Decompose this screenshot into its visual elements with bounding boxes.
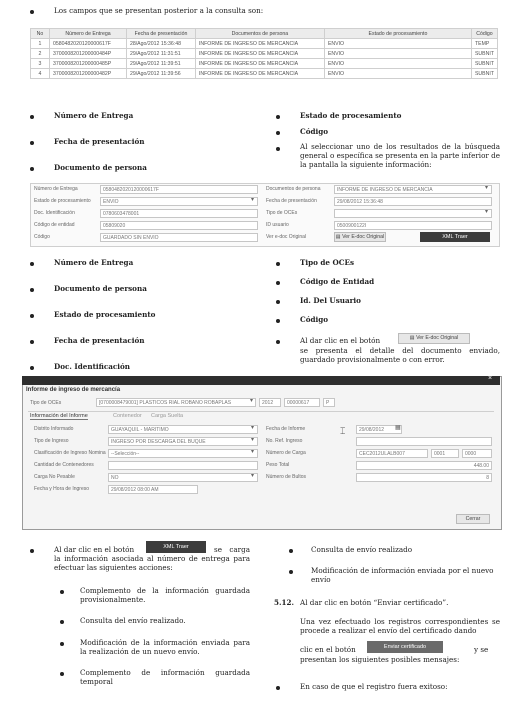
list-item: Id. Del Usuario (300, 296, 361, 305)
cell: SUBNIT (471, 49, 497, 59)
bullet (30, 167, 34, 171)
cell: SUBNIT (471, 69, 497, 79)
field-label: Fecha de presentación (266, 198, 317, 204)
cursor-icon: ⌶ (340, 426, 346, 436)
paragraph: presentan los siguientes posibles mensajes: (300, 655, 460, 664)
field-label: No. Ref. Ingreso (266, 438, 303, 444)
bullet (30, 10, 34, 14)
clasificacion-select[interactable]: --Selección-- (108, 449, 258, 458)
chevron-down-icon: ▾ (485, 209, 489, 215)
field-label: Fecha de Informe (266, 426, 306, 432)
field-label: Carga No Pesable (34, 474, 75, 480)
list-item: Modificación de información enviada por el nuevo envío (311, 566, 494, 584)
enviar-certificado-button[interactable]: Enviar certificado (367, 641, 443, 653)
ref-ingreso-input[interactable] (356, 437, 492, 446)
paragraph: y se (474, 645, 489, 654)
list-item: Código (300, 127, 329, 136)
field-label: Número de Carga (266, 450, 306, 456)
field-value: INFORME DE INGRESO DE MERCANCIA (334, 185, 492, 194)
field-label: Tipo de OCEs (30, 400, 62, 406)
ver-edoc-button[interactable] (334, 232, 386, 242)
col-header: Documentos de persona (195, 29, 324, 39)
field-label: Tipo de Ingreso (34, 438, 69, 444)
cell: TEMP (471, 39, 497, 49)
cell: 3700008201200000482P (49, 69, 126, 79)
field-label: Clasificación de Ingreso Nomina (34, 450, 106, 456)
results-table (30, 28, 498, 79)
section-number: 5.12. (274, 598, 295, 607)
col-header: No (31, 29, 50, 39)
field-label: Doc. Identificación (34, 210, 75, 216)
field-label: Código (34, 234, 50, 240)
bullet (289, 549, 293, 553)
bullet (30, 288, 34, 292)
chevron-down-icon: ▾ (250, 398, 254, 404)
table-row[interactable] (31, 39, 498, 49)
bullet (60, 642, 64, 646)
bullet (30, 141, 34, 145)
field-label: Tipo de OCEs (266, 210, 298, 216)
field-label: Distrito Informado (34, 426, 74, 432)
field-label: ID usuario (266, 222, 289, 228)
field-label: Documentos de persona (266, 186, 321, 192)
cell: INFORME DE INGRESO DE MERCANCIA (195, 59, 324, 69)
click-text-pre: Al dar clic en el botón (54, 545, 135, 554)
chevron-down-icon: ▾ (251, 473, 255, 479)
cell: 0580482020120000617F (49, 39, 126, 49)
list-item: Código (300, 315, 329, 324)
bullet (276, 340, 280, 344)
numero-carga-extra[interactable]: 0000 (462, 449, 492, 458)
cell: 29/Ago/2012 11:39:56 (126, 69, 195, 79)
bullet (276, 115, 280, 119)
button-label: Ver E-doc Original (342, 234, 385, 240)
list-item: Número de Entrega (54, 111, 134, 120)
cell: 4 (31, 69, 50, 79)
tab-informacion[interactable]: Información del Informe (30, 413, 88, 419)
cell: 2 (31, 49, 50, 59)
list-item: Estado de procesamiento (54, 310, 156, 319)
cell: INFORME DE INGRESO DE MERCANCIA (195, 39, 324, 49)
cell: INFORME DE INGRESO DE MERCANCIA (195, 49, 324, 59)
section-heading: Al dar clic en botón “Enviar certificado”. (300, 598, 449, 607)
bullet (276, 131, 280, 135)
field-label: Cantidad de Contenedores (34, 462, 94, 468)
cell: 3 (31, 59, 50, 69)
list-item: Modificación de la información enviada para la realización de un nuevo envío. (80, 638, 250, 656)
list-item: Estado de procesamiento (300, 111, 402, 120)
list-item: Consulta de envío realizado (311, 545, 413, 554)
bullet (276, 147, 280, 151)
fecha-ingreso-input[interactable]: 29/08/2012 08:00 AM (108, 485, 198, 494)
field-value: GUARDADO SIN ENVIO (100, 233, 258, 242)
oce-letter[interactable]: P (323, 398, 335, 407)
bullet (276, 686, 280, 690)
oce-year[interactable]: 2012 (259, 398, 281, 407)
fecha-informe-input[interactable]: 29/08/2012 (356, 425, 402, 434)
list-item: Fecha de presentación (54, 137, 145, 146)
cell: INFORME DE INGRESO DE MERCANCIA (195, 69, 324, 79)
table-row[interactable] (31, 59, 498, 69)
divider (28, 411, 494, 412)
carga-no-pesable-select[interactable]: NO (108, 473, 258, 482)
field-label: Número de Entrega (34, 186, 78, 192)
calendar-icon[interactable]: ▦ (395, 425, 401, 431)
cell: 29/Ago/2012 11:39:51 (126, 59, 195, 69)
list-item: Número de Entrega (54, 258, 134, 267)
form-title: Informe de ingreso de mercancía (26, 387, 121, 393)
list-item: Documento de persona (54, 284, 147, 293)
field-value: 0580482020120000617F (100, 185, 258, 194)
xml-traer-button[interactable]: XML Traer (146, 541, 206, 553)
cerrar-button[interactable]: Cerrar (456, 514, 490, 524)
cell: ENVIO (324, 59, 471, 69)
field-value: 0500900122I (334, 221, 492, 230)
list-item: Consulta del envío realizado. (80, 616, 186, 625)
document-icon: ▤ (409, 335, 417, 341)
bullet (30, 115, 34, 119)
bullet (30, 314, 34, 318)
cell: 29/Ago/2012 11:31:51 (126, 49, 195, 59)
list-item: Documento de persona (54, 163, 147, 172)
field-label: Estado de procesamiento (34, 198, 91, 204)
oce-number[interactable]: 00000617 (284, 398, 320, 407)
cell: ENVIO (324, 39, 471, 49)
bullet (276, 262, 280, 266)
col-header: Número de Entrega (49, 29, 126, 39)
chevron-down-icon: ▾ (251, 449, 255, 455)
paragraph: En caso de que el registro fuera exitoso: (300, 682, 448, 691)
paragraph: Una vez efectuado los registros correspondientes se procede a realizar el envío del certificado dando (300, 617, 500, 635)
chevron-down-icon: ▾ (485, 185, 489, 191)
chevron-down-icon: ▾ (251, 197, 255, 203)
list-item: Código de Entidad (300, 277, 375, 286)
contenedores-input[interactable] (108, 461, 258, 470)
list-item: Complemento de información guardada temporal (80, 668, 250, 686)
title-bar (22, 376, 500, 385)
list-item: Fecha de presentación (54, 336, 145, 345)
numero-bultos-input[interactable]: 8 (356, 473, 492, 482)
col-header: Estado de procesamiento (324, 29, 471, 39)
bullet (289, 570, 293, 574)
cell: ENVIO (324, 69, 471, 79)
col-header: Fecha de presentación (126, 29, 195, 39)
list-item: Tipo de OCEs (300, 258, 355, 267)
bullet (30, 340, 34, 344)
close-icon[interactable]: × (488, 375, 493, 382)
button-label: Ver E-doc Original (416, 335, 459, 341)
bullet (276, 281, 280, 285)
cell: 1 (31, 39, 50, 49)
field-label: Código de entidad (34, 222, 75, 228)
click-text-post: se presenta el detalle del documento enviado, guardado provisionalmente o con error. (300, 346, 500, 364)
ver-edoc-button[interactable] (398, 333, 470, 344)
field-label: Fecha y Hora de Ingreso (34, 486, 90, 492)
bullet (60, 620, 64, 624)
distrito-select[interactable]: GUAYAQUIL - MARITIMO (108, 425, 258, 434)
peso-total-input[interactable]: 448.00 (356, 461, 492, 470)
document-icon: ▤ (335, 234, 343, 240)
field-label: Ver e-doc Original (266, 234, 307, 240)
tipo-ingreso-select[interactable]: INGRESO POR DESCARGA DEL BUQUE (108, 437, 258, 446)
bullet (276, 319, 280, 323)
numero-carga-input[interactable]: CEC2012ULALB007 (356, 449, 428, 458)
bullet (60, 590, 64, 594)
field-label: Número de Bultos (266, 474, 307, 480)
field-value: ENVIO (100, 197, 258, 206)
col-header: Código (471, 29, 497, 39)
table-row[interactable] (31, 49, 498, 59)
paragraph: clic en el botón (300, 645, 356, 654)
tab-carga-suelta[interactable]: Carga Suelta (151, 413, 184, 419)
field-value (334, 209, 492, 218)
table-row[interactable] (31, 69, 498, 79)
click-text-pre: Al dar clic en el botón (300, 336, 381, 345)
cell: 3700008201200000485P (49, 59, 126, 69)
field-value: 0780603478001 (100, 209, 258, 218)
bullet (30, 262, 34, 266)
bullet (276, 300, 280, 304)
cell: 3700008201200000484P (49, 49, 126, 59)
cell: SUBNIT (471, 59, 497, 69)
list-item: Al seleccionar uno de los resultados de la búsqueda general o específica se presenta en la parte inferior de la pantalla la siguiente información: (300, 142, 500, 169)
tab-contenedor[interactable]: Contenedor (113, 413, 142, 419)
bullet (60, 672, 64, 676)
xml-traer-button[interactable]: XML Traer (420, 232, 490, 242)
chevron-down-icon: ▾ (251, 425, 255, 431)
cell: 28/Ago/2012 15:36:48 (126, 39, 195, 49)
intro-text: Los campos que se presentan posterior a la consulta son: (54, 6, 264, 15)
bullet (30, 366, 34, 370)
field-label: Peso Total (266, 462, 290, 468)
numero-carga-extra[interactable]: 0001 (431, 449, 459, 458)
field-value: 05809020 (100, 221, 258, 230)
field-value: 29/08/2012 15:36:48 (334, 197, 492, 206)
list-item: Complemento de la información guardada provisionalmente. (80, 586, 250, 604)
cell: ENVIO (324, 49, 471, 59)
oce-field[interactable]: [0700008479001] PLASTICOS RIAL ROBANO ROBAPLAS (96, 398, 256, 407)
list-item: Doc. Identificación (54, 362, 131, 371)
click-text-post: se carga la información asociada al número de entrega para efectuar las siguientes acciones: (54, 545, 250, 572)
chevron-down-icon: ▾ (251, 437, 255, 443)
bullet (30, 549, 34, 553)
